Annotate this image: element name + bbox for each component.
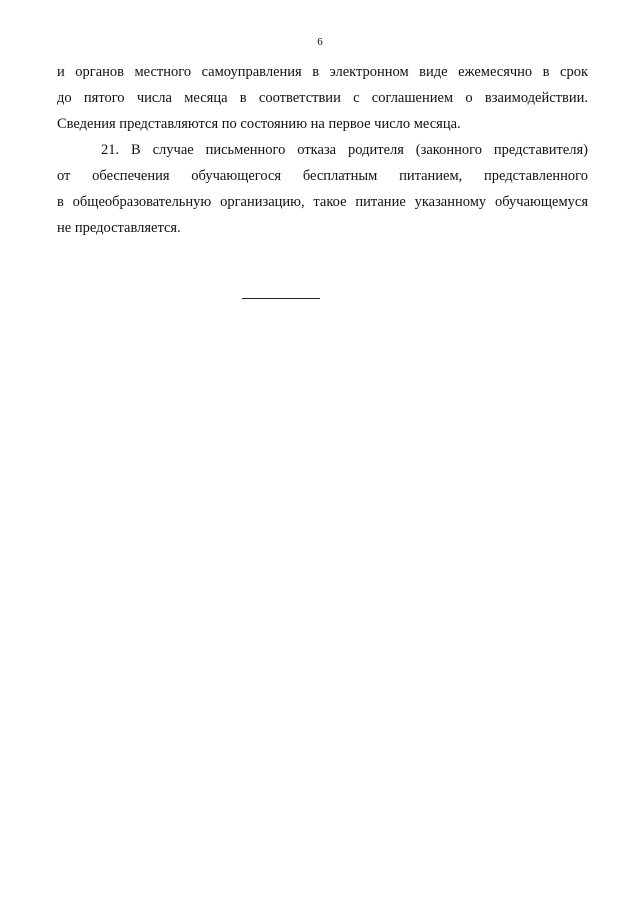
text-line: в общеобразовательную организацию, такое питание указанному обучающемуся: [57, 194, 588, 210]
page-number: 6: [317, 36, 323, 48]
text-line: и органов местного самоуправления в электронном виде ежемесячно в срок: [57, 64, 588, 80]
text-line: до пятого числа месяца в соответствии с соглашением о взаимодействии.: [57, 90, 588, 106]
text-line: Сведения представляются по состоянию на первое число месяца.: [57, 116, 461, 132]
document-body: [57, 59, 588, 241]
text-line: 21. В случае письменного отказа родителя (законного представителя): [101, 142, 588, 158]
text-line: от обеспечения обучающегося бесплатным питанием, представленного: [57, 168, 588, 184]
end-divider: [242, 298, 320, 299]
text-line: не предоставляется.: [57, 220, 181, 236]
paragraph-continued: [57, 59, 588, 137]
paragraph-21: [57, 137, 588, 241]
